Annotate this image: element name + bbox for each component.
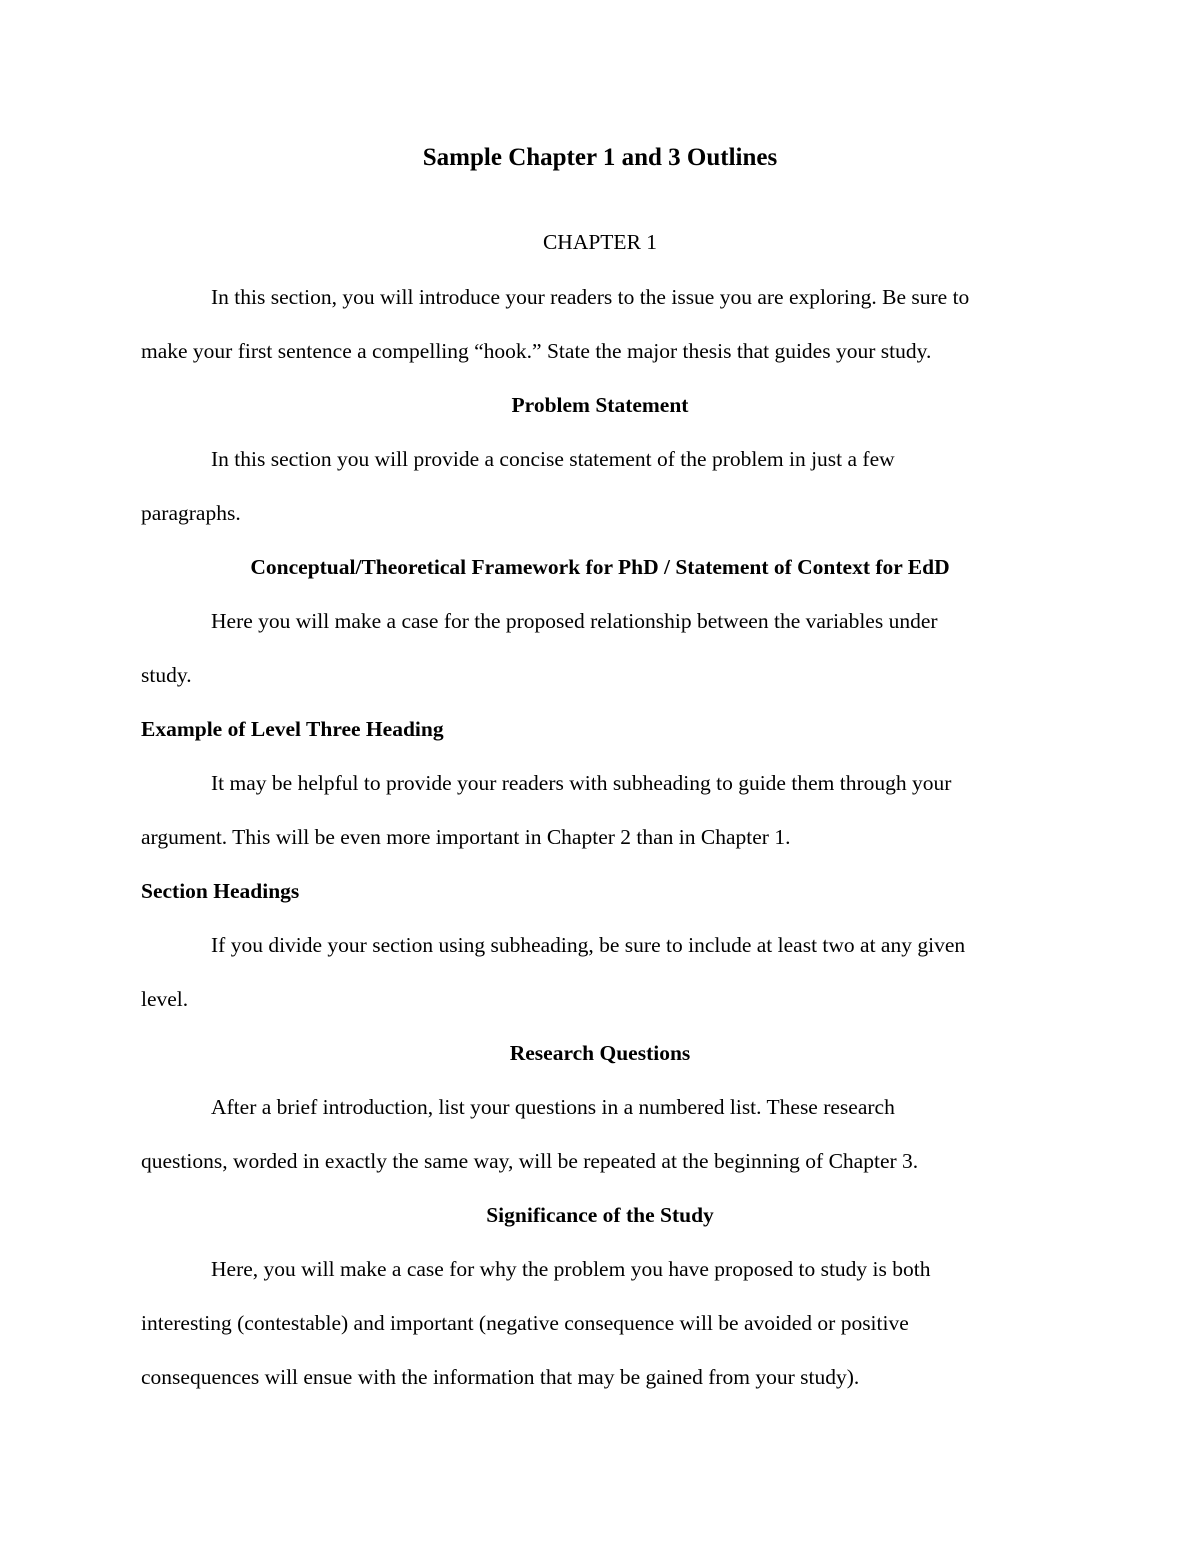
intro-paragraph-line: make your first sentence a compelling “hook.” State the major thesis that guides your study. [141, 339, 932, 363]
research-questions-heading: Research Questions [509, 1041, 691, 1065]
intro-paragraph-line: In this section, you will introduce your readers to the issue you are exploring. Be sure to [211, 285, 970, 309]
framework-line: study. [141, 663, 192, 687]
problem-statement-line: In this section you will provide a concise statement of the problem in just a few [211, 447, 895, 471]
section-headings-heading: Section Headings [141, 879, 300, 903]
chapter-label: CHAPTER 1 [542, 230, 658, 254]
problem-statement-heading: Problem Statement [511, 393, 689, 417]
level-three-heading: Example of Level Three Heading [141, 717, 444, 741]
significance-line: Here, you will make a case for why the problem you have proposed to study is both [211, 1257, 931, 1281]
section-headings-line: If you divide your section using subheading, be sure to include at least two at any given [211, 933, 966, 957]
level-three-line: argument. This will be even more important in Chapter 2 than in Chapter 1. [141, 825, 791, 849]
framework-line: Here you will make a case for the proposed relationship between the variables under [211, 609, 938, 633]
section-headings-line: level. [141, 987, 189, 1011]
research-questions-line: questions, worded in exactly the same way, will be repeated at the beginning of Chapter 3. [141, 1149, 919, 1173]
significance-line: interesting (contestable) and important (negative consequence will be avoided or positive [141, 1311, 909, 1335]
research-questions-line: After a brief introduction, list your questions in a numbered list. These research [211, 1095, 895, 1119]
page-title: Sample Chapter 1 and 3 Outlines [422, 144, 778, 171]
problem-statement-line: paragraphs. [141, 501, 241, 525]
significance-line: consequences will ensue with the information that may be gained from your study). [141, 1365, 860, 1389]
level-three-line: It may be helpful to provide your readers with subheading to guide them through your [211, 771, 952, 795]
significance-heading: Significance of the Study [486, 1203, 714, 1227]
framework-heading: Conceptual/Theoretical Framework for PhD / Statement of Context for EdD [250, 555, 950, 579]
